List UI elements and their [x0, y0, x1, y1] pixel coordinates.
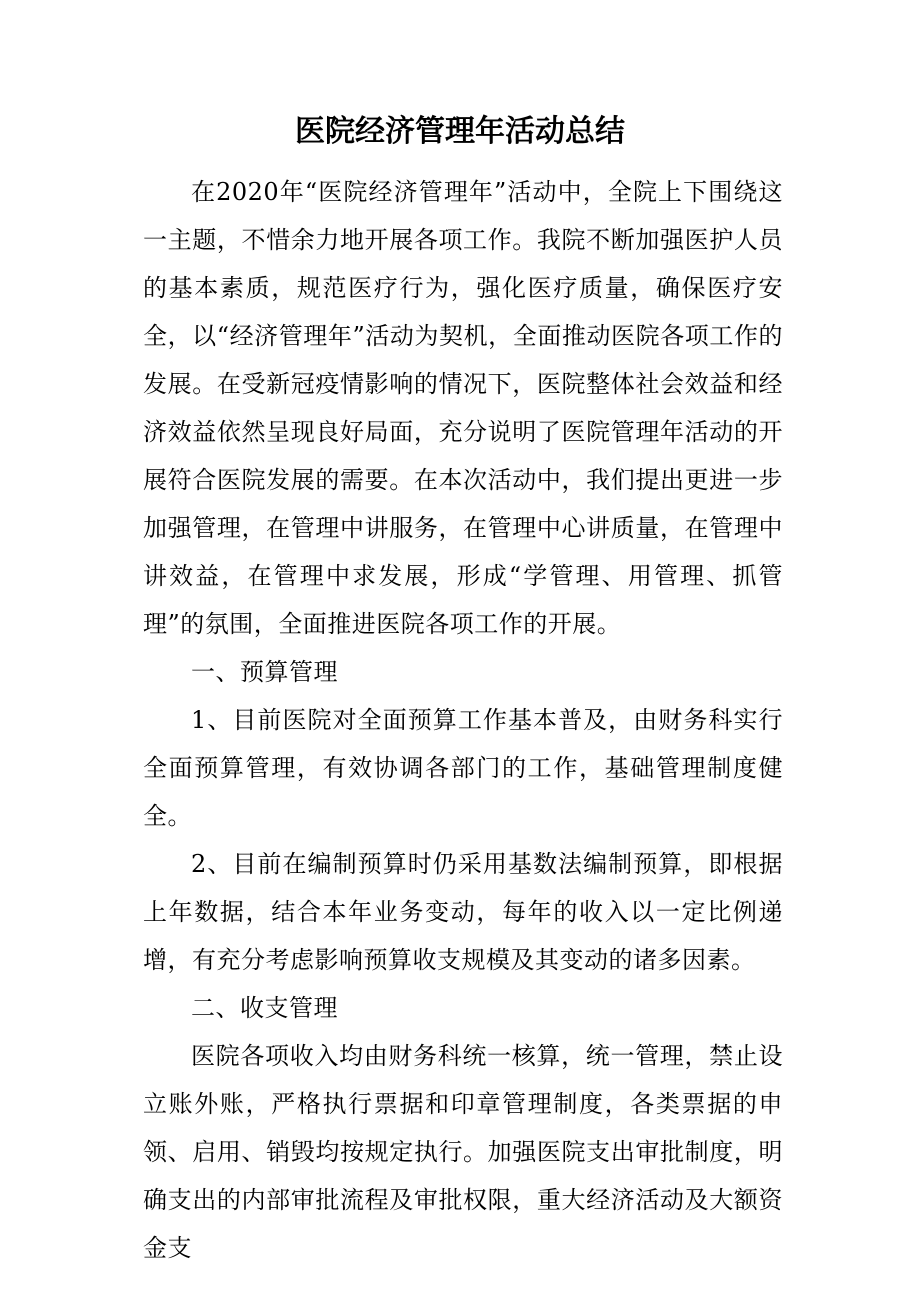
paragraph-intro: 在2020年“医院经济管理年”活动中，全院上下围绕这一主题，不惜余力地开展各项工作。我院不断加强医护人员的基本素质，规范医疗行为，强化医疗质量，确保医疗安全，以“经济管理年”活动为契机，全面推动医院各项工作的发展。在受新冠疫情影响的情况下，医院整体社会效益和经济效益依然呈现良好局面，充分说明了医院管理年活动的开展符合医院发展的需要。在本次活动中，我们提出更进一步加强管理，在管理中讲服务，在管理中心讲质量，在管理中讲效益，在管理中求发展，形成“学管理、用管理、抓管理”的氛围，全面推进医院各项工作的开展。 [143, 178, 783, 638]
paragraph-budget-2: 2、目前在编制预算时仍采用基数法编制预算，即根据上年数据，结合本年业务变动，每年的收入以一定比例递增，有充分考虑影响预算收支规模及其变动的诸多因素。 [143, 850, 783, 974]
document-title: 医院经济管理年活动总结 [295, 114, 625, 149]
document-body [143, 168, 783, 1272]
section-heading-budget: 一、预算管理 [191, 658, 338, 686]
paragraph-income-expense: 医院各项收入均由财务科统一核算，统一管理，禁止设立账外账，严格执行票据和印章管理制度，各类票据的申领、启用、销毁均按规定执行。加强医院支出审批制度，明确支出的内部审批流程及审批权限，重大经济活动及大额资金支 [143, 1042, 783, 1262]
paragraph-budget-1: 1、目前医院对全面预算工作基本普及，由财务科实行全面预算管理，有效协调各部门的工作，基础管理制度健全。 [143, 706, 783, 830]
section-heading-income-expense: 二、收支管理 [191, 994, 338, 1022]
